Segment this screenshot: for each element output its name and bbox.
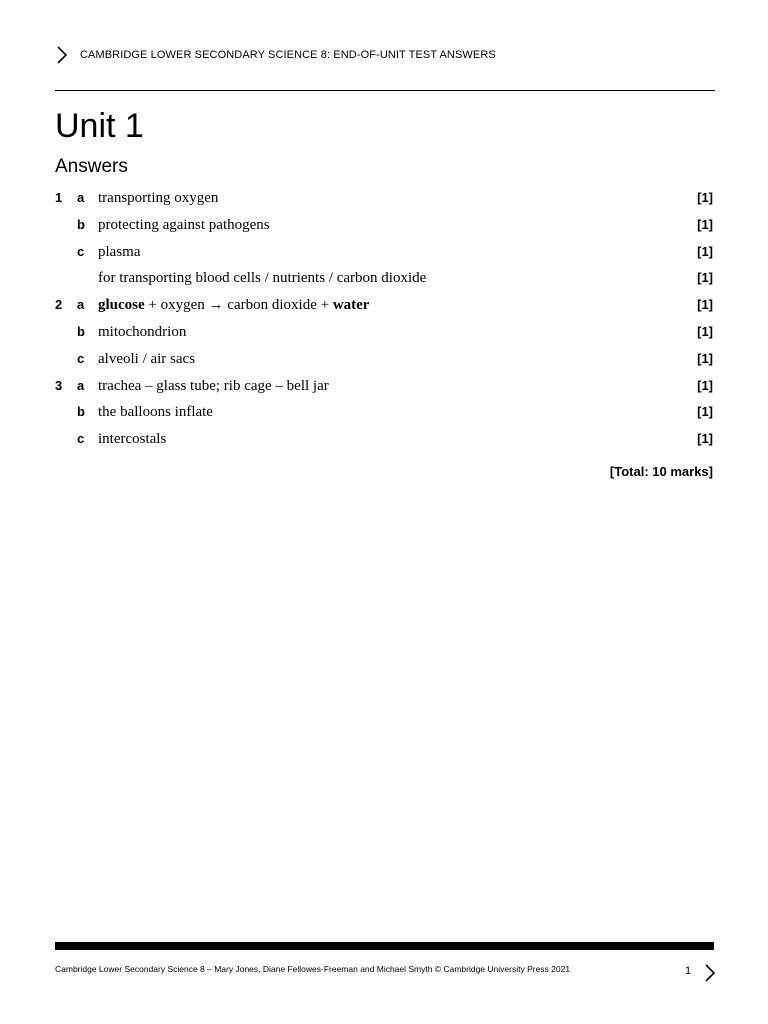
answer-text-segment: + oxygen [144,297,209,314]
part-letter: b [77,324,85,339]
page-number: 1 [685,965,692,977]
answer-row [55,294,715,316]
part-letter: c [77,243,85,259]
question-number: 1 [55,190,63,205]
footer-credit: Cambridge Lower Secondary Science 8 – Mary Jones, Diane Fellowes-Freeman and Michael Smyth © Cambridge University Press 2021 [55,964,571,974]
answer-text-segment: carbon dioxide + [223,297,333,314]
answer-text: for transporting blood cells / nutrients / carbon dioxide [98,270,427,287]
part-letter: a [77,297,85,313]
next-page-chevron-icon[interactable] [703,963,717,983]
part-letter: b [77,404,85,420]
answer-text: plasma [98,243,141,260]
mark-allocation: [1] [697,377,713,393]
answer-row [55,348,715,370]
answer-text: protecting against pathogens [98,216,270,233]
answer-row [55,214,715,236]
answer-row [55,428,715,450]
answer-text-segment: glucose [98,297,145,314]
question-number: 2 [55,297,63,313]
part-letter: c [77,431,85,447]
answer-text-segment: → [208,297,224,314]
answer-text: transporting oxygen [98,190,219,206]
section-heading: Answers [55,156,128,177]
answer-text: mitochondrion [98,324,187,340]
mark-allocation: [1] [697,324,713,339]
answer-row [55,321,715,343]
answer-text [98,294,369,316]
part-letter: c [77,350,85,366]
part-letter: b [77,216,85,232]
answer-text: intercostals [98,431,167,448]
answer-text: trachea – glass tube; rib cage – bell jar [98,377,329,394]
mark-allocation: [1] [697,431,713,447]
answer-text: the balloons inflate [98,404,213,421]
answer-row [55,375,715,397]
answer-text-segment: water [332,297,370,314]
page-title: Unit 1 [55,107,144,145]
mark-allocation: [1] [697,404,713,420]
question-number: 3 [55,377,63,393]
mark-allocation: [1] [697,216,713,232]
mark-allocation: [1] [697,297,713,313]
answer-text: alveoli / air sacs [98,350,196,367]
footer-divider [55,942,714,950]
header-divider [55,90,715,91]
mark-allocation: [1] [697,270,713,286]
mark-allocation: [1] [697,350,713,366]
answer-row [55,187,715,209]
mark-allocation: [1] [697,190,713,205]
answer-row [55,267,715,289]
mark-allocation: [1] [697,243,713,259]
part-letter: a [77,190,85,205]
total-marks: [Total: 10 marks] [609,464,713,479]
running-header-title: CAMBRIDGE LOWER SECONDARY SCIENCE 8: END-OF-UNIT TEST ANSWERS [80,49,496,61]
part-letter: a [77,377,85,393]
answer-row [55,241,715,263]
chevron-right-icon [55,45,69,65]
answer-row [55,401,715,423]
